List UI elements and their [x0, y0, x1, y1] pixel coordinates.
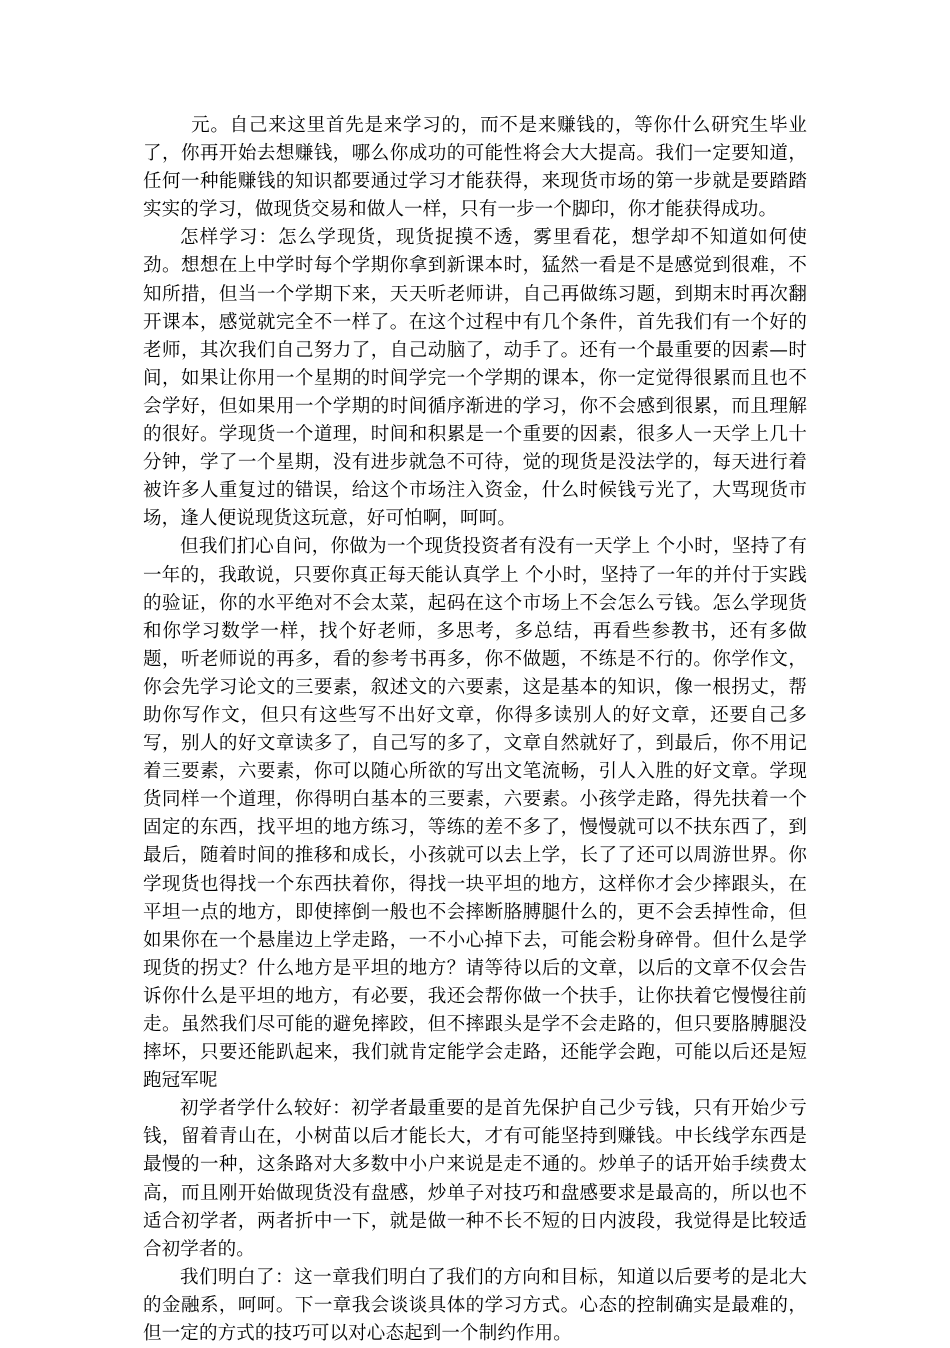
paragraph-conclusion: 我们明白了：这一章我们明白了我们的方向和目标，知道以后要考的是北大的金融系，呵呵。下一章我会谈谈具体的学习方式。心态的控制确实是最难的，但一定的方式的技巧可以对心态起到一个制约作用。 [143, 1266, 807, 1345]
paragraph-continuation: 元。自己来这里首先是来学习的，而不是来赚钱的，等你什么研究生毕业了，你再开始去想赚钱，哪么你成功的可能性将会大大提高。我们一定要知道，任何一种能赚钱的知识都要通过学习才能获得，来现货市场的第一步就是要踏踏实实的学习，做现货交易和做人一样，只有一步一个脚印，你才能获得成功。 [143, 115, 807, 221]
document-body [143, 112, 807, 1348]
paragraph-self-reflection: 但我们扪心自问，你做为一个现货投资者有没有一天学上 个小时，坚持了有一年的，我敢说，只要你真正每天能认真学上 个小时，坚持了一年的并付于实践的验证，你的水平绝对不会太菜，起码在这个市场上不会怎么亏钱。怎么学现货 和你学习数学一样，找个好老师，多思考，多总结，再看些参教书，还有多做题，听老师说的再多，看的参考书再多，你不做题，不练是不行的。你学作文，你会先学习论文的三要素，叙述文的六要素，这是基本的知识，像一根拐丈，帮助你写作文，但只有这些写不出好文章，你得多读别人的好文章，还要自己多写，别人的好文章读多了，自己写的多了，文章自然就好了，到最后，你不用记着三要素，六要素，你可以随心所欲的写出文笔流畅，引人入胜的好文章。学现货同样一个道理，你得明白基本的三要素，六要素。小孩学走路，得先扶着一个固定的东西，找平坦的地方练习，等练的差不多了，慢慢就可以不扶东西了，到最后，随着时间的推移和成长，小孩就可以去上学，长了了还可以周游世界。你学现货也得找一个东西扶着你，得找一块平坦的地方，这样你才会少摔跟头，在平坦一点的地方，即使摔倒一般也不会摔断胳膊腿什么的，更不会丢掉性命，但如果你在一个悬崖边上学走路，一不小心掉下去，可能会粉身碎骨。但什么是学现货的拐丈？什么地方是平坦的地方？请等待以后的文章，以后的文章不仅会告诉你什么是平坦的地方，有必要，我还会帮你做一个扶手，让你扶着它慢慢往前走。虽然我们尽可能的避免摔跤，但不摔跟头是学不会走路的，但只要胳膊腿没摔坏，只要还能趴起来，我们就肯定能学会走路，还能学会跑，可能以后还是短跑冠军呢 [143, 536, 807, 1092]
paragraph-how-to-learn: 怎样学习：怎么学现货，现货捉摸不透，雾里看花，想学却不知道如何使劲。想想在上中学时每个学期你拿到新课本时，猛然一看是不是感觉到很难，不知所措，但当一个学期下来，天天听老师讲，自己再做练习题，到期末时再次翻开课本，感觉就完全不一样了。在这个过程中有几个条件，首先我们有一个好的老师，其次我们自己努力了，自己动脑了，动手了。还有一个最重要的因素—时间，如果让你用一个星期的时间学完一个学期的课本，你一定觉得很累而且也不会学好，但如果用一个学期的时间循序渐进的学习，你不会感到很累，而且理解的很好。学现货一个道理，时间和积累是一个重要的因素，很多人一天学上几十分钟，学了一个星期，没有进步就急不可待，觉的现货是没法学的，每天进行着被许多人重复过的错误，给这个市场注入资金，什么时候钱亏光了，大骂现货市场，逢人便说现货这玩意，好可怕啊，呵呵。 [143, 227, 807, 530]
paragraph-beginners: 初学者学什么较好：初学者最重要的是首先保护自己少亏钱，只有开始少亏钱，留着青山在，小树苗以后才能长大，才有可能坚持到赚钱。中长线学东西是最慢的一种，这条路对大多数中小户来说是走不通的。炒单子的话开始手续费太高，而且刚开始做现货没有盘感，炒单子对技巧和盘感要求是最高的，所以也不适合初学者，两者折中一下，就是做一种不长不短的日内波段，我觉得是比较适合初学者的。 [143, 1098, 807, 1260]
